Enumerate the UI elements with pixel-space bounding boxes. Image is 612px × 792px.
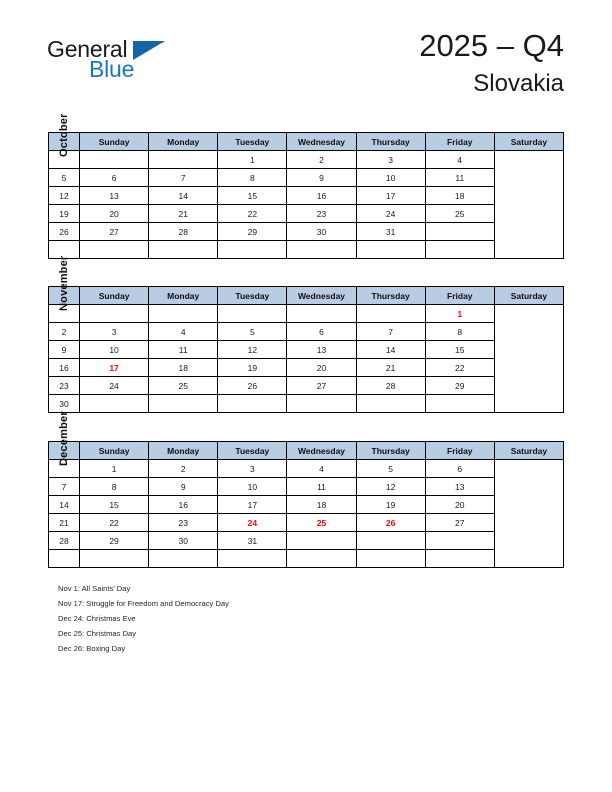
calendar-table <box>48 255 564 413</box>
weekday-header-monday: Monday <box>149 133 218 151</box>
calendar-day-cell[interactable]: 2 <box>49 323 80 341</box>
calendar-day-cell-holiday[interactable]: 25 <box>287 514 356 532</box>
calendar-day-cell[interactable]: 5 <box>356 460 425 478</box>
weekday-header-sunday: Sunday <box>80 133 149 151</box>
calendar-day-cell[interactable]: 6 <box>425 460 494 478</box>
calendar-week-row <box>49 169 564 187</box>
month-name-text: October <box>58 112 70 157</box>
calendar-day-cell[interactable]: 10 <box>356 169 425 187</box>
weekday-header-saturday: Saturday <box>494 287 563 305</box>
calendar-week-row <box>49 496 564 514</box>
calendar-day-cell[interactable]: 13 <box>80 187 149 205</box>
month-calendar-december <box>48 410 564 568</box>
holiday-note-item: Nov 1: All Saints’ Day <box>58 584 131 593</box>
calendar-day-cell[interactable]: 11 <box>425 169 494 187</box>
weekday-header-monday: Monday <box>149 442 218 460</box>
calendar-day-cell-empty <box>149 151 218 169</box>
logo-text-blue: Blue <box>89 56 135 82</box>
calendar-day-cell[interactable]: 15 <box>218 187 287 205</box>
calendar-day-cell[interactable]: 15 <box>80 496 149 514</box>
calendar-day-cell-empty <box>218 395 287 413</box>
calendar-day-cell[interactable]: 4 <box>149 323 218 341</box>
calendar-week-row <box>49 359 564 377</box>
calendar-day-cell-empty <box>425 223 494 241</box>
calendar-day-cell[interactable]: 14 <box>356 341 425 359</box>
holiday-note-item: Dec 26: Boxing Day <box>58 643 126 653</box>
calendar-day-cell[interactable]: 28 <box>149 223 218 241</box>
page-header <box>0 0 612 120</box>
calendar-week-row <box>49 478 564 496</box>
calendar-day-cell[interactable]: 9 <box>287 169 356 187</box>
country-subtitle: Slovakia <box>473 70 564 97</box>
weekday-header-wednesday: Wednesday <box>287 287 356 305</box>
calendar-week-row <box>49 205 564 223</box>
calendar-day-cell[interactable]: 27 <box>425 514 494 532</box>
calendar-day-cell[interactable]: 8 <box>218 169 287 187</box>
calendar-day-cell[interactable]: 27 <box>287 377 356 395</box>
calendar-day-cell[interactable]: 19 <box>356 496 425 514</box>
calendar-day-cell-empty <box>80 395 149 413</box>
weekday-header-tuesday: Tuesday <box>218 287 287 305</box>
calendar-day-cell[interactable]: 22 <box>218 205 287 223</box>
calendar-day-cell[interactable]: 22 <box>425 359 494 377</box>
calendar-day-cell[interactable]: 14 <box>49 496 80 514</box>
calendar-day-cell-empty <box>287 532 356 550</box>
weekday-header-friday: Friday <box>425 287 494 305</box>
calendar-day-cell[interactable]: 20 <box>80 205 149 223</box>
month-name-text: December <box>58 410 70 466</box>
calendar-day-cell[interactable]: 16 <box>49 359 80 377</box>
calendar-header-row <box>49 442 564 460</box>
title-block <box>419 28 564 99</box>
calendar-day-cell[interactable]: 13 <box>287 341 356 359</box>
weekday-header-sunday: Sunday <box>80 442 149 460</box>
calendar-day-cell[interactable]: 18 <box>425 187 494 205</box>
calendar-day-cell-empty <box>425 395 494 413</box>
calendar-day-cell[interactable]: 19 <box>49 205 80 223</box>
calendar-day-cell[interactable]: 19 <box>218 359 287 377</box>
calendar-day-cell[interactable]: 25 <box>425 205 494 223</box>
calendar-day-cell-holiday[interactable]: 26 <box>356 514 425 532</box>
calendar-day-cell[interactable]: 12 <box>218 341 287 359</box>
calendar-day-cell[interactable]: 9 <box>49 341 80 359</box>
calendar-day-cell[interactable]: 29 <box>425 377 494 395</box>
month-name-text: November <box>58 255 70 311</box>
calendar-week-row <box>49 550 564 568</box>
calendar-day-cell[interactable]: 30 <box>287 223 356 241</box>
calendar-day-cell-empty <box>149 305 218 323</box>
calendar-day-cell[interactable]: 30 <box>149 532 218 550</box>
calendar-day-cell-empty <box>218 305 287 323</box>
calendar-day-cell[interactable]: 21 <box>149 205 218 223</box>
calendar-day-cell[interactable]: 3 <box>356 151 425 169</box>
calendar-day-cell-empty <box>80 151 149 169</box>
calendar-day-cell-empty <box>218 241 287 259</box>
calendar-day-cell-empty <box>149 395 218 413</box>
calendar-table <box>48 112 564 259</box>
calendar-day-cell[interactable]: 31 <box>218 532 287 550</box>
calendar-day-cell[interactable]: 17 <box>356 187 425 205</box>
calendar-day-cell[interactable]: 17 <box>218 496 287 514</box>
weekday-header-thursday: Thursday <box>356 287 425 305</box>
calendar-week-row <box>49 460 564 478</box>
holiday-notes-list <box>58 582 538 657</box>
calendar-day-cell[interactable]: 14 <box>149 187 218 205</box>
calendar-header-row <box>49 133 564 151</box>
weekday-header-saturday: Saturday <box>494 133 563 151</box>
calendar-day-cell[interactable]: 24 <box>356 205 425 223</box>
weekday-header-thursday: Thursday <box>356 133 425 151</box>
general-blue-logo <box>47 38 247 86</box>
calendar-day-cell[interactable]: 3 <box>218 460 287 478</box>
calendar-day-cell-empty <box>149 550 218 568</box>
calendar-day-cell-empty <box>356 395 425 413</box>
calendar-week-row <box>49 151 564 169</box>
weekday-header-thursday: Thursday <box>356 442 425 460</box>
weekday-header-saturday: Saturday <box>494 442 563 460</box>
calendar-week-row <box>49 223 564 241</box>
weekday-header-tuesday: Tuesday <box>218 133 287 151</box>
weekday-header-monday: Monday <box>149 287 218 305</box>
calendar-day-cell[interactable]: 8 <box>425 323 494 341</box>
calendar-day-cell[interactable]: 10 <box>80 341 149 359</box>
calendar-day-cell-holiday[interactable]: 17 <box>80 359 149 377</box>
weekday-header-friday: Friday <box>425 133 494 151</box>
calendar-day-cell-empty <box>80 241 149 259</box>
calendar-day-cell[interactable]: 1 <box>218 151 287 169</box>
calendar-day-cell[interactable]: 21 <box>49 514 80 532</box>
calendar-week-row <box>49 377 564 395</box>
calendar-day-cell-empty <box>356 305 425 323</box>
calendar-day-cell[interactable]: 29 <box>218 223 287 241</box>
calendar-week-row <box>49 305 564 323</box>
calendar-week-row <box>49 241 564 259</box>
calendar-day-cell-holiday[interactable]: 1 <box>425 305 494 323</box>
calendar-table <box>48 410 564 568</box>
calendar-day-cell[interactable]: 27 <box>80 223 149 241</box>
month-calendar-november <box>48 255 564 413</box>
calendar-day-cell-empty <box>287 241 356 259</box>
calendar-day-cell[interactable]: 30 <box>49 395 80 413</box>
calendar-day-cell[interactable]: 31 <box>356 223 425 241</box>
calendar-day-cell[interactable]: 6 <box>287 323 356 341</box>
calendar-day-cell-empty <box>356 550 425 568</box>
holiday-note-item: Dec 25: Christmas Day <box>58 628 137 638</box>
calendar-day-cell[interactable]: 28 <box>49 532 80 550</box>
calendar-day-cell[interactable]: 15 <box>425 341 494 359</box>
month-name-label <box>49 112 80 157</box>
calendar-day-cell[interactable]: 4 <box>425 151 494 169</box>
calendar-day-cell[interactable]: 16 <box>287 187 356 205</box>
calendar-day-cell[interactable]: 8 <box>80 478 149 496</box>
calendar-week-row <box>49 532 564 550</box>
calendar-day-cell[interactable]: 1 <box>80 460 149 478</box>
calendar-week-row <box>49 395 564 413</box>
calendar-day-cell[interactable]: 2 <box>149 460 218 478</box>
calendar-day-cell[interactable]: 18 <box>287 496 356 514</box>
calendar-day-cell-empty <box>425 532 494 550</box>
weekday-header-tuesday: Tuesday <box>218 442 287 460</box>
calendar-day-cell[interactable]: 23 <box>149 514 218 532</box>
calendar-day-cell[interactable]: 5 <box>218 323 287 341</box>
calendar-day-cell[interactable]: 25 <box>149 377 218 395</box>
calendar-day-cell[interactable]: 23 <box>49 377 80 395</box>
calendar-day-cell-empty <box>149 241 218 259</box>
calendar-day-cell[interactable]: 23 <box>287 205 356 223</box>
calendar-day-cell-empty <box>425 241 494 259</box>
calendar-header-row <box>49 287 564 305</box>
calendar-day-cell[interactable]: 26 <box>218 377 287 395</box>
calendar-day-cell[interactable]: 13 <box>425 478 494 496</box>
calendar-day-cell-empty <box>425 550 494 568</box>
calendar-day-cell[interactable]: 6 <box>80 169 149 187</box>
calendar-week-row <box>49 187 564 205</box>
calendar-day-cell[interactable]: 11 <box>149 341 218 359</box>
calendar-day-cell[interactable]: 22 <box>80 514 149 532</box>
weekday-header-friday: Friday <box>425 442 494 460</box>
calendar-day-cell-empty <box>356 532 425 550</box>
calendar-day-cell-empty <box>287 395 356 413</box>
month-name-label <box>49 255 80 311</box>
calendar-day-cell-empty <box>49 550 80 568</box>
calendar-day-cell[interactable]: 20 <box>287 359 356 377</box>
logo-triangle-icon <box>133 41 165 60</box>
calendar-day-cell[interactable]: 16 <box>149 496 218 514</box>
calendar-day-cell-empty <box>218 550 287 568</box>
calendar-day-cell[interactable]: 7 <box>149 169 218 187</box>
calendar-day-cell[interactable]: 3 <box>80 323 149 341</box>
calendar-day-cell[interactable]: 10 <box>218 478 287 496</box>
month-name-label <box>49 410 80 466</box>
calendar-day-cell-empty <box>287 305 356 323</box>
calendar-day-cell[interactable]: 18 <box>149 359 218 377</box>
calendar-week-row <box>49 514 564 532</box>
calendar-day-cell-empty <box>356 241 425 259</box>
month-calendar-october <box>48 112 564 259</box>
calendar-day-cell[interactable]: 28 <box>356 377 425 395</box>
calendar-day-cell-empty <box>80 550 149 568</box>
calendar-day-cell-holiday[interactable]: 24 <box>218 514 287 532</box>
calendar-day-cell[interactable]: 12 <box>356 478 425 496</box>
calendar-day-cell[interactable]: 4 <box>287 460 356 478</box>
weekday-header-sunday: Sunday <box>80 287 149 305</box>
weekday-header-wednesday: Wednesday <box>287 442 356 460</box>
calendar-day-cell[interactable]: 12 <box>49 187 80 205</box>
calendar-day-cell[interactable]: 26 <box>49 223 80 241</box>
holiday-note-item: Nov 17: Struggle for Freedom and Democracy Day <box>58 598 229 608</box>
calendar-day-cell[interactable]: 7 <box>49 478 80 496</box>
page-title: 2025 – Q4 <box>419 28 564 63</box>
calendar-week-row <box>49 323 564 341</box>
calendar-day-cell[interactable]: 9 <box>149 478 218 496</box>
calendar-day-cell-empty <box>287 550 356 568</box>
weekday-header-wednesday: Wednesday <box>287 133 356 151</box>
calendar-day-cell[interactable]: 29 <box>80 532 149 550</box>
calendar-day-cell-empty <box>80 305 149 323</box>
calendar-day-cell[interactable]: 20 <box>425 496 494 514</box>
calendar-week-row <box>49 341 564 359</box>
holiday-note-item: Dec 24: Christmas Eve <box>58 613 136 623</box>
calendar-day-cell[interactable]: 11 <box>287 478 356 496</box>
calendar-day-cell[interactable]: 2 <box>287 151 356 169</box>
calendar-day-cell[interactable]: 24 <box>80 377 149 395</box>
calendar-day-cell[interactable]: 5 <box>49 169 80 187</box>
calendar-day-cell[interactable]: 7 <box>356 323 425 341</box>
calendar-day-cell[interactable]: 21 <box>356 359 425 377</box>
logo-text-general: General <box>47 36 128 62</box>
